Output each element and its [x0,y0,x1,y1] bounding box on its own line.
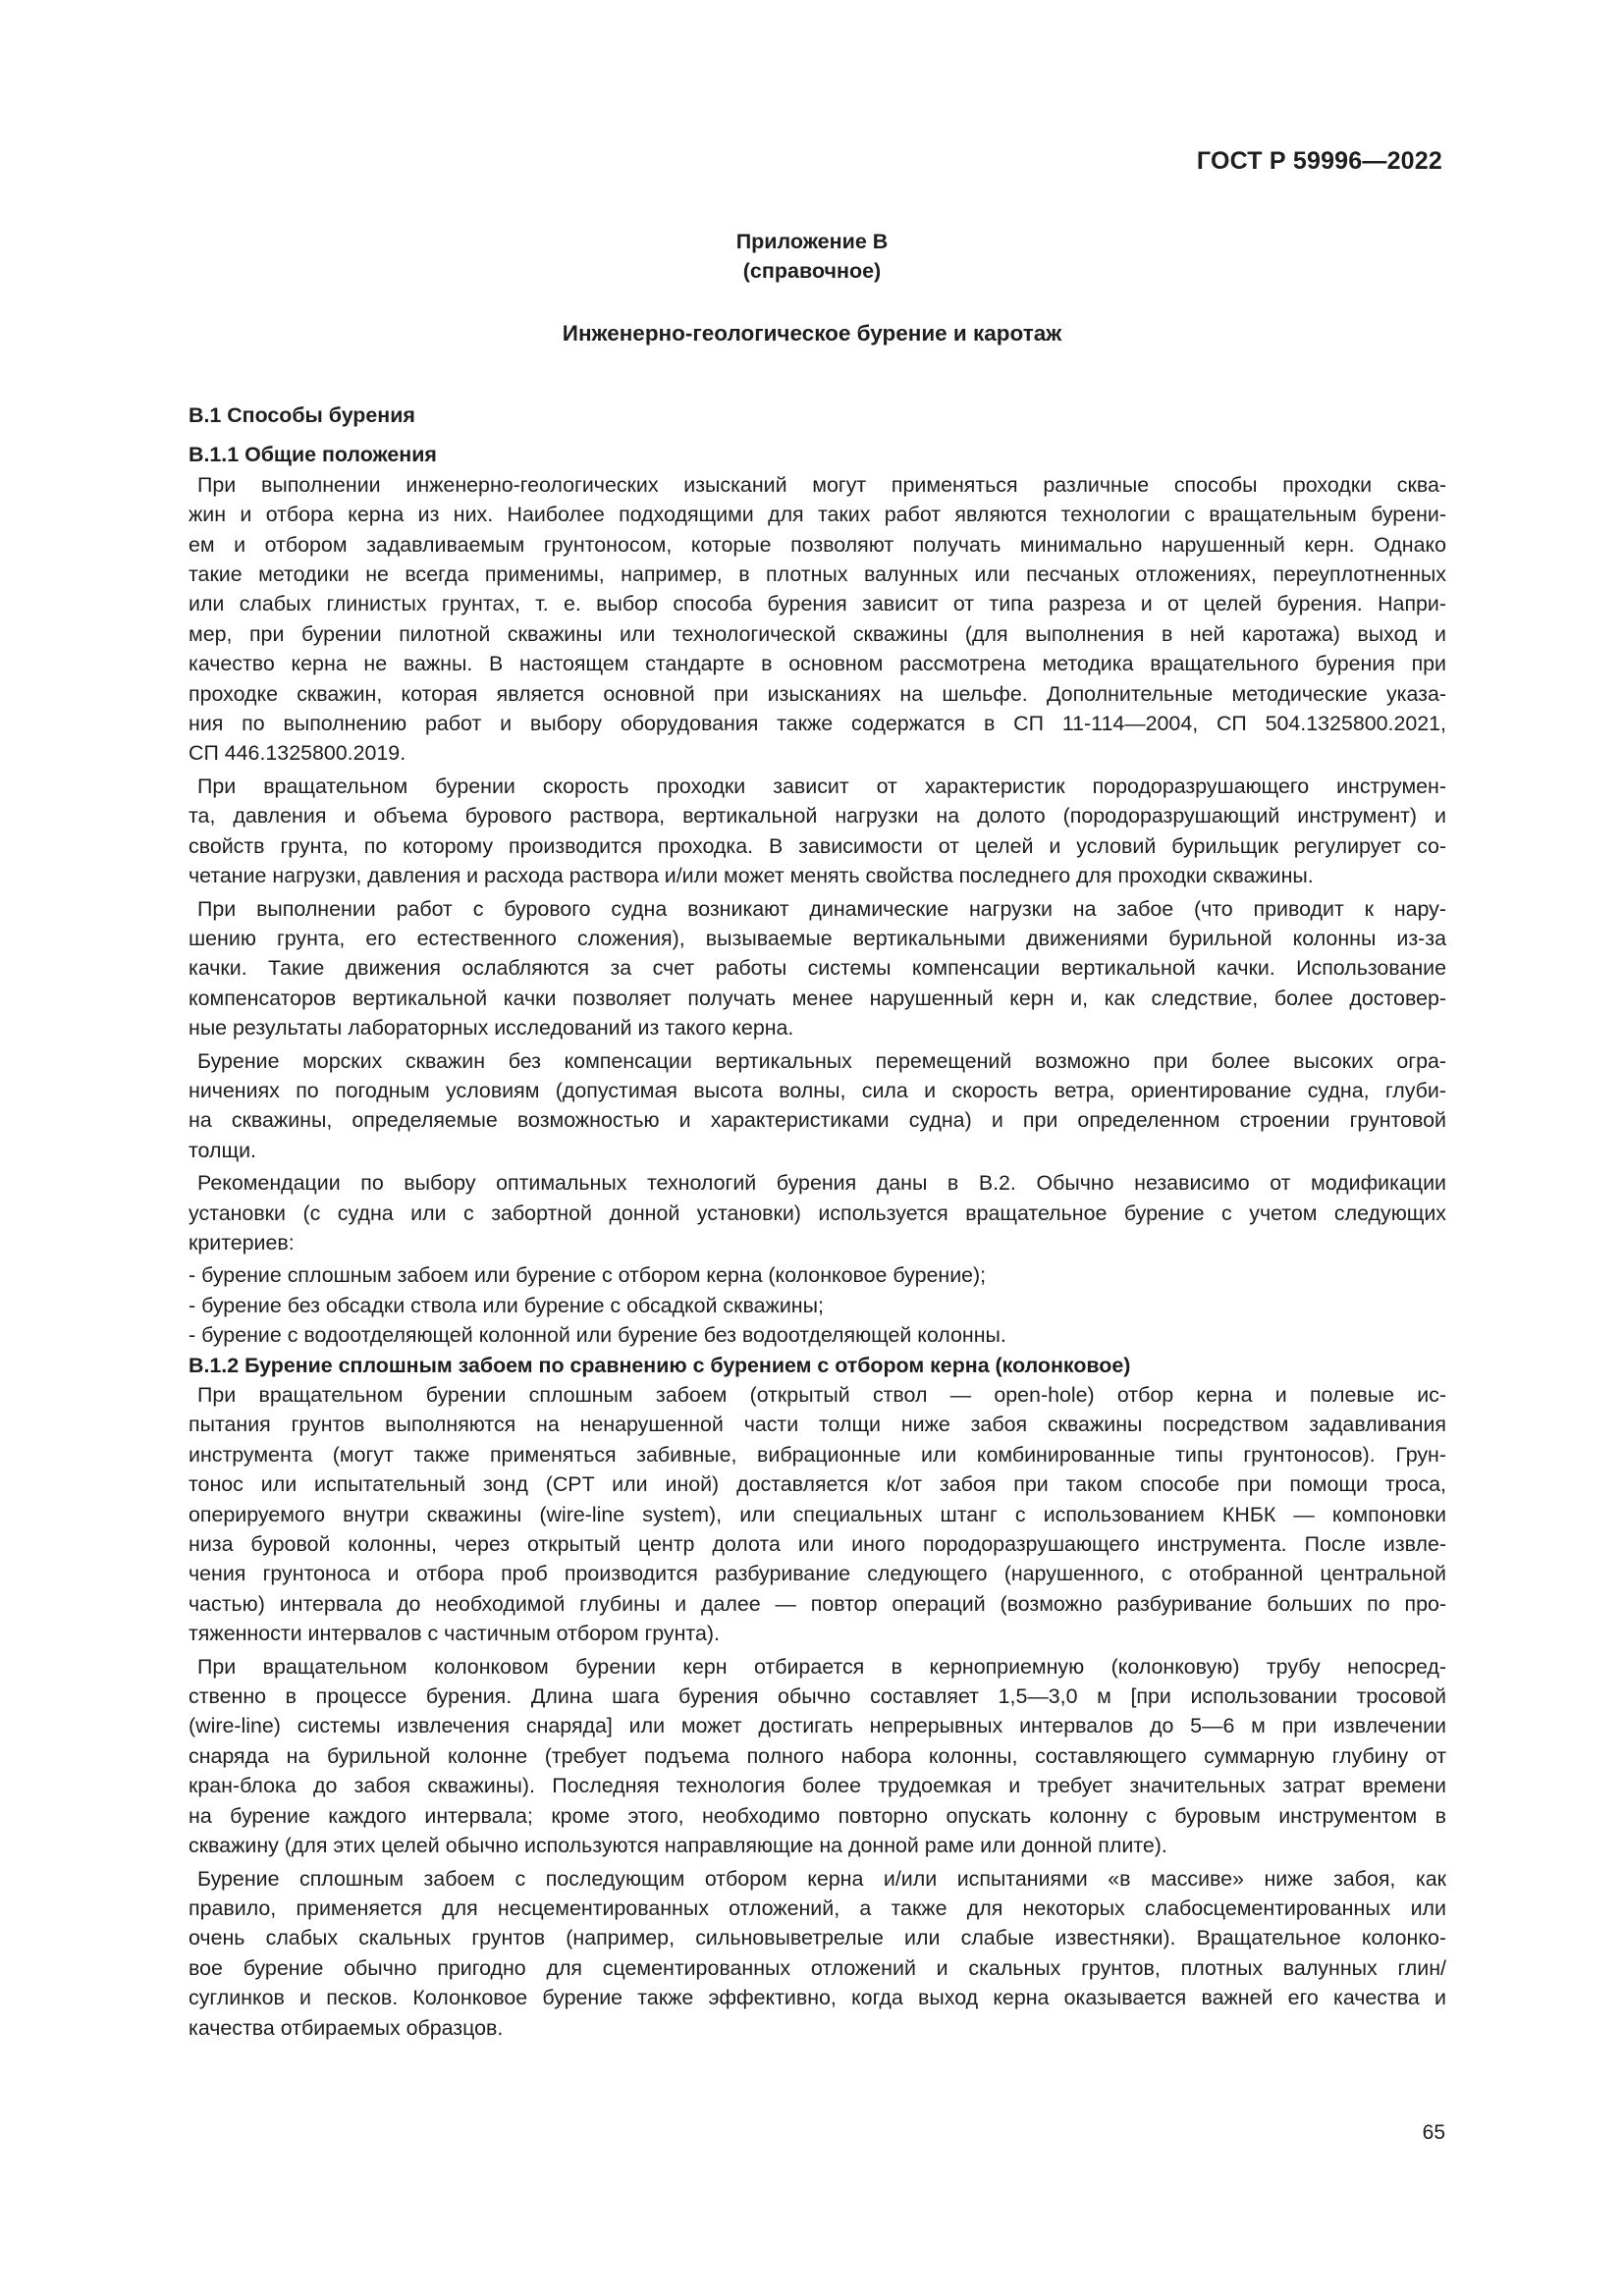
text-line: качество керна не важны. В настоящем стандарте в основном рассмотрена методика вращательного бурения при [189,652,1446,676]
list-item: - бурение сплошным забоем или бурение с отбором керна (колонковое бурение); [189,1263,987,1288]
text-line: ничениях по погодным условиям (допустимая высота волны, сила и скорость ветра, ориентирование судна, глуби- [189,1078,1446,1102]
text-line: качки. Такие движения ослабляются за счет работы системы компенсации вертикальной качки. Использование [189,956,1446,981]
text-line: При вращательном колонковом бурении керн отбирается в керноприемную (колонковую) трубу непосред- [197,1654,1446,1679]
paragraph [180,1168,1446,1257]
text-line: (wire-line) системы извлечения снаряда] или может достигать непрерывных интервалов до 5—6 м при извлечении [189,1714,1446,1738]
text-line: свойств грунта, по которому производится проходка. В зависимости от целей и условий бурильщик регулирует со- [189,833,1446,858]
paragraph [180,1046,1446,1166]
text-line: Рекомендации по выбору оптимальных технологий бурения даны в В.2. Обычно независимо от модификации [197,1171,1446,1196]
text-line: низа буровой колонны, через открытый центр долота или иного породоразрушающего инструмента. После извле- [189,1532,1446,1557]
text-line: пытания грунтов выполняются на ненарушенной части толщи ниже забоя скважины посредством задавливания [189,1413,1446,1437]
text-line: критериев: [189,1230,295,1255]
text-line: снаряда на бурильной колонне (требует подъема полного набора колонны, составляющего суммарную глубину от [189,1743,1446,1768]
text-line: та, давления и объема бурового раствора, вертикальной нагрузки на долото (породоразрушающий инструмент) и [189,804,1446,828]
text-line: на бурение каждого интервала; кроме этого, необходимо повторно опускать колонну с буровым инструментом в [189,1803,1446,1828]
text-line: Бурение сплошным забоем с последующим отбором керна и/или испытаниями «в массиве» ниже забоя, как [197,1866,1446,1891]
text-line: Бурение морских скважин без компенсации вертикальных перемещений возможно при более высоких огра- [197,1048,1446,1073]
paragraph [180,1380,1446,1649]
text-line: суглинков и песков. Колонковое бурение также эффективно, когда выход керна оказывается важней его качества и [189,1986,1446,2010]
paragraph [180,894,1446,1043]
text-line: инструмента (могут также применяться забивные, вибрационные или комбинированные типы грунтоносов). Грун- [189,1442,1446,1467]
appendix-type: (справочное) [742,259,882,283]
list-item: - бурение с водоотделяющей колонной или бурение без водоотделяющей колонны. [189,1323,1006,1348]
text-line: правило, применяется для несцементированных отложений, а также для некоторых слабосцементированных или [189,1896,1446,1920]
text-line: ные результаты лабораторных исследований из такого керна. [189,1016,794,1041]
text-line: ния по выполнению работ и выбору оборудования также содержатся в СП 11-114—2004, СП 504.1325800.2021, [189,712,1446,736]
text-line: При выполнении инженерно-геологических изысканий могут применяться различные способы проходки сква- [197,472,1446,497]
text-line: При вращательном бурении сплошным забоем (открытый ствол — open-hole) отбор керна и полевые ис- [197,1383,1446,1407]
appendix-header [0,227,1624,286]
text-line: шению грунта, его естественного сложения), вызываемые вертикальными движениями бурильной колонны из-за [189,926,1446,950]
text-line: качества отбираемых образцов. [189,2015,504,2040]
paragraph [180,1652,1446,1861]
text-line: мер, при бурении пилотной скважины или технологической скважины (для выполнения в ней каротажа) выход и [189,621,1446,646]
text-line: чения грунтоноса и отбора проб производится разбуривание следующего (нарушенного, с отобранной центральной [189,1562,1446,1586]
paragraph [180,1864,1446,2043]
text-line: жин и отбора керна из них. Наиболее подходящими для таких работ являются технологии с вращательным бурени- [189,503,1446,527]
text-line: компенсаторов вертикальной качки позволяет получать менее нарушенный керн и, как следствие, более достовер- [189,986,1446,1010]
text-line: кран-блока до забоя скважины). Последняя технология более трудоемкая и требует значительных затрат времени [189,1774,1446,1798]
section-heading-b11: В.1.1 Общие положения [189,443,437,467]
text-line: установки (с судна или с забортной донной установки) используется вращательное бурение с учетом следующих [189,1201,1446,1225]
text-line: оперируемого внутри скважины (wire-line system), или специальных штанг с использованием КНБК — компоновки [189,1502,1446,1526]
paragraph [180,470,1446,769]
text-line: толщи. [189,1138,256,1162]
appendix-label: Приложение В [735,230,889,253]
document-code: ГОСТ Р 59996—2022 [1196,147,1442,175]
text-line: такие методики не всегда применимы, например, в плотных валунных или песчаных отложениях, переуплотненных [189,562,1446,587]
text-line: вое бурение обычно пригодно для сцементированных отложений и скальных грунтов, плотных валунных глин/ [189,1955,1446,1980]
text-line: При выполнении работ с бурового судна возникают динамические нагрузки на забое (что приводит к нару- [197,896,1446,921]
page-number: 65 [1422,2121,1445,2144]
text-line: на скважины, определяемые возможностью и характеристиками судна) и при определенном строении грунтовой [189,1108,1446,1133]
text-line: четание нагрузки, давления и расхода раствора и/или может менять свойства последнего для проходки скважины. [189,864,1314,888]
text-line: тяженности интервалов с частичным отбором грунта). [189,1622,720,1646]
text-line: проходке скважин, которая является основной при изысканиях на шельфе. Дополнительные методические указа- [189,681,1446,706]
text-line: тонос или испытательный зонд (CPT или иной) доставляется к/от забоя при таком способе при помощи троса, [189,1472,1446,1497]
list-item: - бурение без обсадки ствола или бурение с обсадкой скважины; [189,1293,824,1317]
text-line: скважину (для этих целей обычно используются направляющие на донной раме или донной плите). [189,1834,1167,1858]
section-heading-b1: В.1 Способы бурения [189,403,415,427]
text-line: частью) интервала до необходимой глубины и далее — повтор операций (возможно разбуривание больших по про- [189,1591,1446,1616]
text-line: очень слабых скальных грунтов (например, сильновыветрелые или слабые известняки). Вращательное колонко- [189,1926,1446,1950]
appendix-title: Инженерно-геологическое бурение и каротаж [562,321,1062,346]
body-text [180,400,1446,2046]
text-line: СП 446.1325800.2019. [189,741,406,766]
paragraph [180,772,1446,891]
text-line: ем и отбором задавливаемым грунтоносом, которые позволяют получать минимально нарушенный керн. Однако [189,532,1446,557]
text-line: или слабых глинистых грунтах, т. е. выбор способа бурения зависит от типа разреза и от целей бурения. Напри- [189,592,1446,616]
text-line: ственно в процессе бурения. Длина шага бурения обычно составляет 1,5—3,0 м [при использовании тросовой [189,1684,1446,1709]
section-heading-b12: В.1.2 Бурение сплошным забоем по сравнению с бурением с отбором керна (колонковое) [189,1353,1131,1377]
text-line: При вращательном бурении скорость проходки зависит от характеристик породоразрушающего инструмен- [197,774,1446,798]
